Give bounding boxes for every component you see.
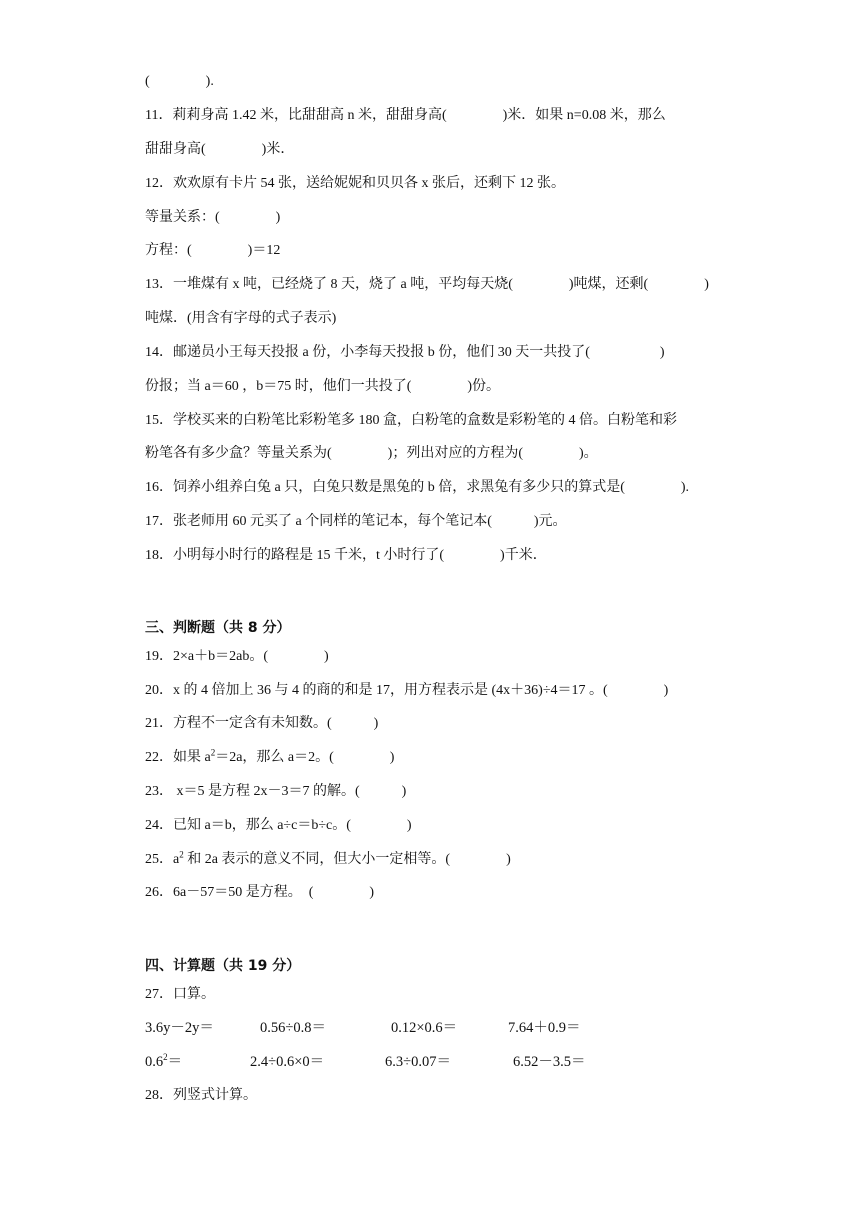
q11-line1: 11．莉莉身高 1.42 米，比甜甜高 n 米，甜甜身高( )米．如果 n=0.08 米，那么 (145, 108, 666, 123)
q12-line1: 12．欢欢原有卡片 54 张，送给妮妮和贝贝各 x 张后，还剩下 12 张。 (145, 176, 565, 191)
q22-line (145, 748, 394, 768)
q10-answer-blank: ( ). (145, 74, 214, 89)
calc-item: 2.4÷0.6×0＝ (250, 1054, 325, 1070)
q24-line: 24．已知 a＝b，那么 a÷c＝b÷c。( ) (145, 818, 412, 833)
q11-line2: 甜甜身高( )米． (145, 142, 295, 157)
section3-title: 三、判断题（共 8 分） (145, 620, 291, 636)
q25-line (145, 850, 511, 870)
calc-exponent: 2 (163, 1052, 168, 1063)
q15-line1: 15．学校买来的白粉笔比彩粉笔多 180 盒，白粉笔的盒数是彩粉笔的 4 倍。白粉笔和彩 (145, 413, 677, 428)
calc-item: 0.56÷0.8＝ (260, 1020, 326, 1036)
q16-line: 16．饲养小组养白兔 a 只，白兔只数是黑兔的 b 倍，求黑兔有多少只的算式是( ). (145, 480, 690, 495)
q17-line: 17．张老师用 60 元买了 a 个同样的笔记本，每个笔记本( )元。 (145, 514, 567, 529)
calc-item: 0.12×0.6＝ (391, 1020, 458, 1036)
calc-equals: ＝ (167, 1054, 183, 1070)
calc-item: 6.52－3.5＝ (513, 1054, 586, 1070)
calc-item: 7.64＋0.9＝ (508, 1020, 581, 1036)
q27-line: 27．口算。 (145, 987, 215, 1002)
q12-line3: 方程：( )＝12 (145, 243, 281, 258)
section4-title: 四、计算题（共 19 分） (145, 958, 301, 974)
q19-line: 19．2×a＋b＝2ab。( ) (145, 649, 329, 664)
q13-line1: 13．一堆煤有 x 吨，已经烧了 8 天，烧了 a 吨，平均每天烧( )吨煤，还剩( ) (145, 277, 709, 292)
calc-item: 3.6y－2y＝ (145, 1020, 214, 1036)
q13-line2: 吨煤．(用含有字母的式子表示) (145, 311, 337, 326)
q22-suffix: ＝2a，那么 a＝2。( ) (215, 750, 395, 765)
q26-line: 26．6a－57＝50 是方程。 ( ) (145, 885, 375, 900)
q18-line: 18．小明每小时行的路程是 15 千米，t 小时行了( )千米． (145, 548, 547, 563)
calc-item: 6.3÷0.07＝ (385, 1054, 451, 1070)
q25-prefix: 25．a (145, 852, 180, 867)
q14-line1: 14．邮递员小王每天投报 a 份，小李每天投报 b 份，他们 30 天一共投了( ) (145, 345, 665, 360)
q25-exponent: 2 (179, 849, 184, 860)
q20-line: 20．x 的 4 倍加上 36 与 4 的商的和是 17，用方程表示是 (4x＋36)÷4＝17 。( ) (145, 683, 669, 698)
q14-line2: 份报；当 a＝60 ，b＝75 时，他们一共投了( )份。 (145, 379, 501, 394)
calc-base: 0.6 (145, 1054, 164, 1070)
q25-suffix: 和 2a 表示的意义不同，但大小一定相等。( ) (183, 852, 511, 867)
q12-line2: 等量关系：( ) (145, 210, 281, 225)
q15-line2: 粉笔各有多少盒？等量关系为( )；列出对应的方程为( )。 (145, 446, 598, 461)
q22-prefix: 22．如果 a (145, 750, 211, 765)
q23-line: 23． x＝5 是方程 2x－3＝7 的解。( ) (145, 784, 407, 799)
q28-line: 28．列竖式计算。 (145, 1088, 257, 1103)
q22-exponent: 2 (210, 747, 216, 758)
calc-item (145, 1052, 182, 1072)
q21-line: 21．方程不一定含有未知数。( ) (145, 716, 379, 731)
